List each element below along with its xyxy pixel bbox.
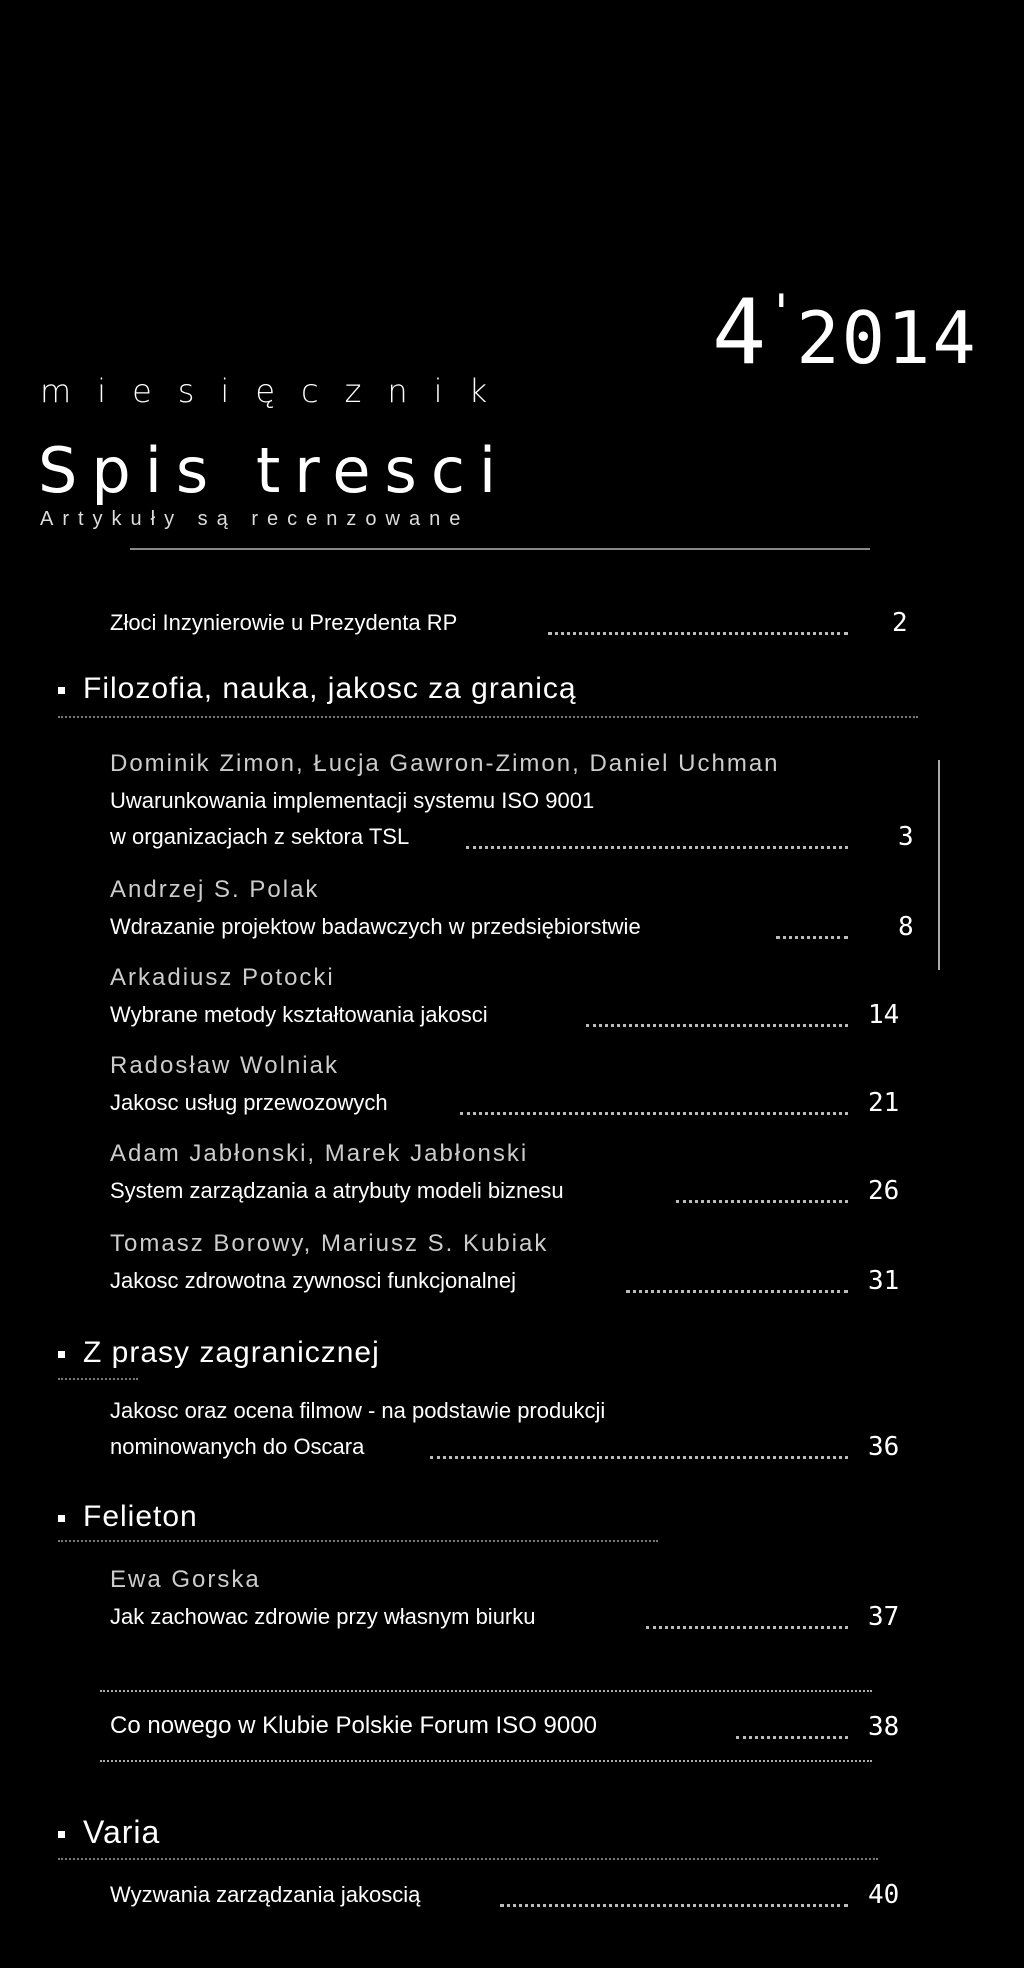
entry-page: 3	[898, 822, 914, 852]
section-name: Varia	[83, 1814, 161, 1850]
vertical-rule	[938, 760, 940, 970]
issue-number-value: 4	[712, 280, 767, 385]
club-top-line	[100, 1690, 872, 1692]
entry-dots	[586, 1024, 848, 1027]
entry-dots	[500, 1904, 848, 1907]
entry-title: System zarządzania a atrybuty modeli biznesu	[110, 1178, 564, 1203]
section-underline	[58, 1378, 138, 1380]
entry-dots	[430, 1456, 848, 1459]
section-name: Filozofia, nauka, jakosc za granicą	[83, 672, 577, 705]
entry-title: Jakosc zdrowotna zywnosci funkcjonalnej	[110, 1268, 516, 1293]
club-bottom-line	[100, 1760, 872, 1762]
entry-page: 37	[868, 1602, 900, 1632]
page-subtitle: Artykuły są recenzowane	[40, 508, 470, 530]
entry-title-line1: Jakosc oraz ocena filmow - na podstawie produkcji	[110, 1398, 606, 1423]
section-underline	[58, 1540, 658, 1542]
section-underline	[58, 716, 918, 718]
section-name: Z prasy zagranicznej	[83, 1336, 380, 1369]
entry-title: Wyzwania zarządzania jakoscią	[110, 1882, 421, 1907]
issue-number	[712, 280, 978, 385]
bullet-icon	[58, 687, 65, 694]
entry-page: 26	[868, 1176, 900, 1206]
entry-title: Jakosc usług przewozowych	[110, 1090, 388, 1115]
section-name: Felieton	[83, 1500, 198, 1533]
entry-dots	[626, 1290, 848, 1293]
entry-title: Wdrazanie projektow badawczych w przedsiębiorstwie	[110, 914, 641, 939]
entry-author: Dominik Zimon, Łucja Gawron-Zimon, Daniel Uchman	[110, 750, 780, 777]
club-page: 38	[868, 1712, 900, 1742]
entry-title: nominowanych do Oscara	[110, 1434, 365, 1459]
entry-page: 31	[868, 1266, 900, 1296]
intro-dots	[548, 632, 848, 635]
page-title: Spis tresci	[38, 434, 511, 507]
entry-author: Arkadiusz Potocki	[110, 964, 335, 991]
entry-page: 36	[868, 1432, 900, 1462]
entry-title: w organizacjach z sektora TSL	[110, 824, 410, 849]
intro-page: 2	[892, 608, 908, 638]
issue-year: 2014	[796, 296, 978, 380]
section-felieton	[58, 1500, 198, 1534]
section-filozofia	[58, 672, 577, 706]
entry-page: 8	[898, 912, 914, 942]
entry-dots	[466, 846, 848, 849]
club-title: Co nowego w Klubie Polskie Forum ISO 9000	[110, 1712, 597, 1739]
entry-title: Wybrane metody kształtowania jakosci	[110, 1002, 488, 1027]
magazine-type: miesięcznik	[40, 372, 514, 410]
entry-author: Radosław Wolniak	[110, 1052, 339, 1079]
entry-dots	[676, 1200, 848, 1203]
bullet-icon	[58, 1515, 65, 1522]
header-divider	[130, 548, 870, 550]
entry-author: Tomasz Borowy, Mariusz S. Kubiak	[110, 1230, 549, 1257]
section-z-prasy	[58, 1336, 380, 1370]
entry-dots	[646, 1626, 848, 1629]
bullet-icon	[58, 1351, 65, 1358]
entry-dots	[460, 1112, 848, 1115]
entry-page: 14	[868, 1000, 900, 1030]
section-underline	[58, 1858, 878, 1860]
intro-title: Złoci Inzynierowie u Prezydenta RP	[110, 610, 458, 635]
entry-author: Andrzej S. Polak	[110, 876, 320, 903]
entry-title-line1: Uwarunkowania implementacji systemu ISO 9001	[110, 788, 595, 813]
entry-dots	[776, 936, 848, 939]
entry-page: 40	[868, 1880, 900, 1910]
entry-title: Jak zachowac zdrowie przy własnym biurku	[110, 1604, 536, 1629]
issue-separator: '	[766, 284, 797, 342]
bullet-icon	[58, 1831, 65, 1838]
entry-page: 21	[868, 1088, 900, 1118]
entry-author: Ewa Gorska	[110, 1566, 261, 1593]
section-varia	[58, 1814, 160, 1851]
entry-author: Adam Jabłonski, Marek Jabłonski	[110, 1140, 529, 1167]
club-dots	[736, 1736, 848, 1739]
